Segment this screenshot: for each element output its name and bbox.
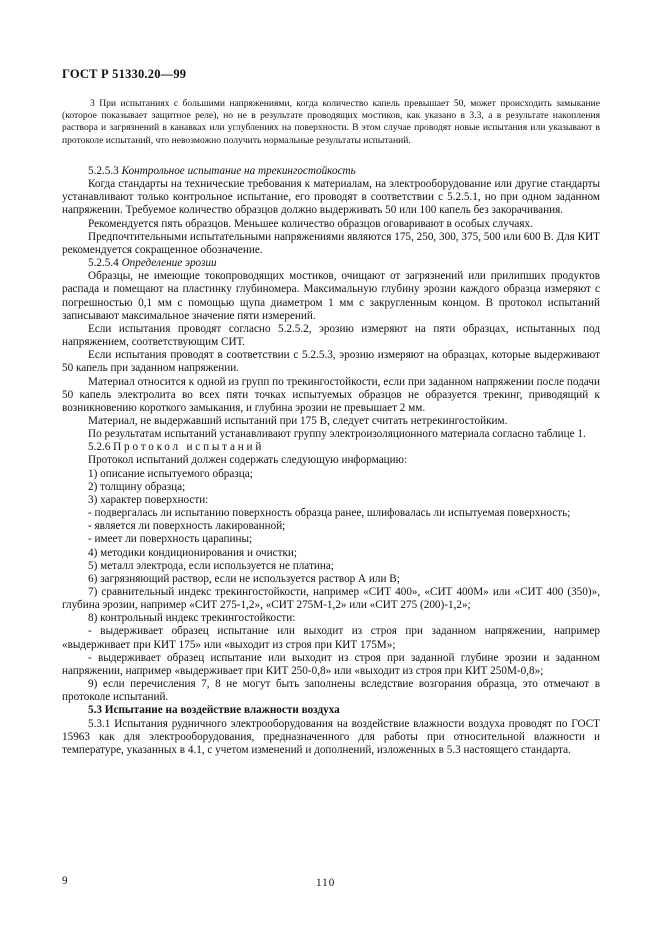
section-number: 5.2.5.3 [88,165,119,177]
paragraph: Материал относится к одной из групп по трекингостойкости, если при заданном напряжении после подачи 50 капель электролита во всех пяти точках испытуемых образцов не образуется трекинг, приводящий к возникновению короткого замыкания, и глубина эрозии не превышает 2 мм. [62,375,600,414]
list-item: 4) методики кондиционирования и очистки; [88,546,298,559]
document-body [62,165,600,757]
list-item: 9) если перечисления 7, 8 не могут быть заполнены вследствие возгорания образца, это отмечают в протоколе испытаний. [62,678,600,704]
list-item: - выдерживает образец испытание или выходит из строя при заданной глубине эрозии и заданном напряжении, например «выдерживает при КИТ 250-0,8» или «выходит из строя при КИТ 250М-0,8»; [62,651,600,677]
list-item: - подвергалась ли испытанию поверхность образца ранее, шлифовалась ли испытуемая поверхность; [88,507,571,520]
section-heading-5-2-6 [62,441,600,454]
section-title: Протокол испытаний [113,441,265,454]
document-header: ГОСТ Р 51330.20—99 [62,67,187,81]
note-block [62,98,600,147]
section-heading-5-3: 5.3 Испытание на воздействие влажности воздуха [88,704,340,717]
section-heading-5-2-5-3 [62,165,600,178]
paragraph: Когда стандарты на технические требования к материалам, на электрооборудование или другие стандарты устанавливают только контрольное испытание, его проводят в соответствии с 5.2.5.1, но при одном заданном напряжении. Требуемое количество образцов должно выдерживать 50 или 100 капель без закорачивания. [62,178,600,217]
list-item: 2) толщину образца; [88,480,186,493]
paragraph: Если испытания проводят согласно 5.2.5.2, эрозию измеряют на пяти образцах, испытанных под напряжением, соответствующим СИТ. [62,322,600,349]
list-item: 1) описание испытуемого образца; [88,467,253,480]
list-item: - имеет ли поверхность царапины; [88,533,253,546]
list-item: 6) загрязняющий раствор, если не используется раствор А или В; [88,572,400,585]
section-number: 5.2.5.4 [88,257,119,270]
note-paragraph: 3 При испытаниях с большими напряжениями, когда количество капель превышает 50, может происходить замыкание (которое показывает защитное реле), но не в результате проводящих мостиков, как указано в 3.3, а в результате накопления раствора и загрязнений в канавках или углублениях на поверхности. В этом случае проводят новые испытания или указывают в протоколе испытаний, что невозможно получить нормальные результаты испытаний. [62,98,600,146]
page-number-center: 110 [316,877,336,889]
list-item: 5) металл электрода, если используется не платина; [88,559,334,572]
section-title: Контрольное испытание на трекингостойкость [121,165,356,177]
section-title: Определение эрозии [121,257,217,270]
list-item: 3) характер поверхности: [88,493,209,506]
list-item: 7) сравнительный индекс трекингостойкости, например «СИТ 400», «СИТ 400М» или «СИТ 400 (350)», глубина эрозии, например «СИТ 275-1,2», «СИТ 275М-1,2» или «СИТ 275 (200)-1,2»; [62,586,600,612]
paragraph: 5.3.1 Испытания рудничного электрооборудования на воздействие влажности воздуха проводят по ГОСТ 15963 как для электрооборудования, предназначенного для работы при относительной влажности и температуре, указанных в 4.1, с учетом изменений и дополнений, изложенных в 5.3 настоящего стандарта. [62,717,600,756]
list-item: 8) контрольный индекс трекингостойкости: [88,612,296,625]
paragraph: Материал, не выдержавший испытаний при 175 В, следует считать нетрекингостойким. [88,414,508,427]
section-heading-5-2-5-4 [62,257,600,270]
paragraph: Предпочтительными испытательными напряжениями являются 175, 250, 300, 375, 500 или 600 В. Для КИТ рекомендуется сокращенное обозначение. [62,230,600,256]
section-number: 5.2.6 [88,441,111,454]
paragraph: По результатам испытаний устанавливают группу электроизоляционного материала согласно таблице 1. [88,428,586,441]
paragraph: Протокол испытаний должен содержать следующую информацию: [88,454,408,467]
list-item: - выдерживает образец испытание или выходит из строя при заданном напряжении, например «выдерживает при КИТ 175» или «выходит из строя при КИТ 175М»; [62,625,600,651]
paragraph: Образцы, не имеющие токопроводящих мостиков, очищают от загрязнений или прилипших продуктов распада и помещают на пластинку глубиномера. Максимальную глубину эрозии каждого образца измеряют с погрешностью 0,1 мм с помощью щупа диаметром 1 мм с закругленным концом. В протокол испытаний записывают максимальное значение пяти измерений. [62,270,600,322]
paragraph: Если испытания проводят в соответствии с 5.2.5.3, эрозию измеряют на образцах, которые выдерживают 50 капель при заданном напряжении. [62,349,600,375]
page-number-left: 9 [62,875,68,887]
paragraph: Рекомендуется пять образцов. Меньшее количество образцов оговаривают в особых случаях. [88,217,533,230]
list-item: - является ли поверхность лакированной; [88,520,286,533]
